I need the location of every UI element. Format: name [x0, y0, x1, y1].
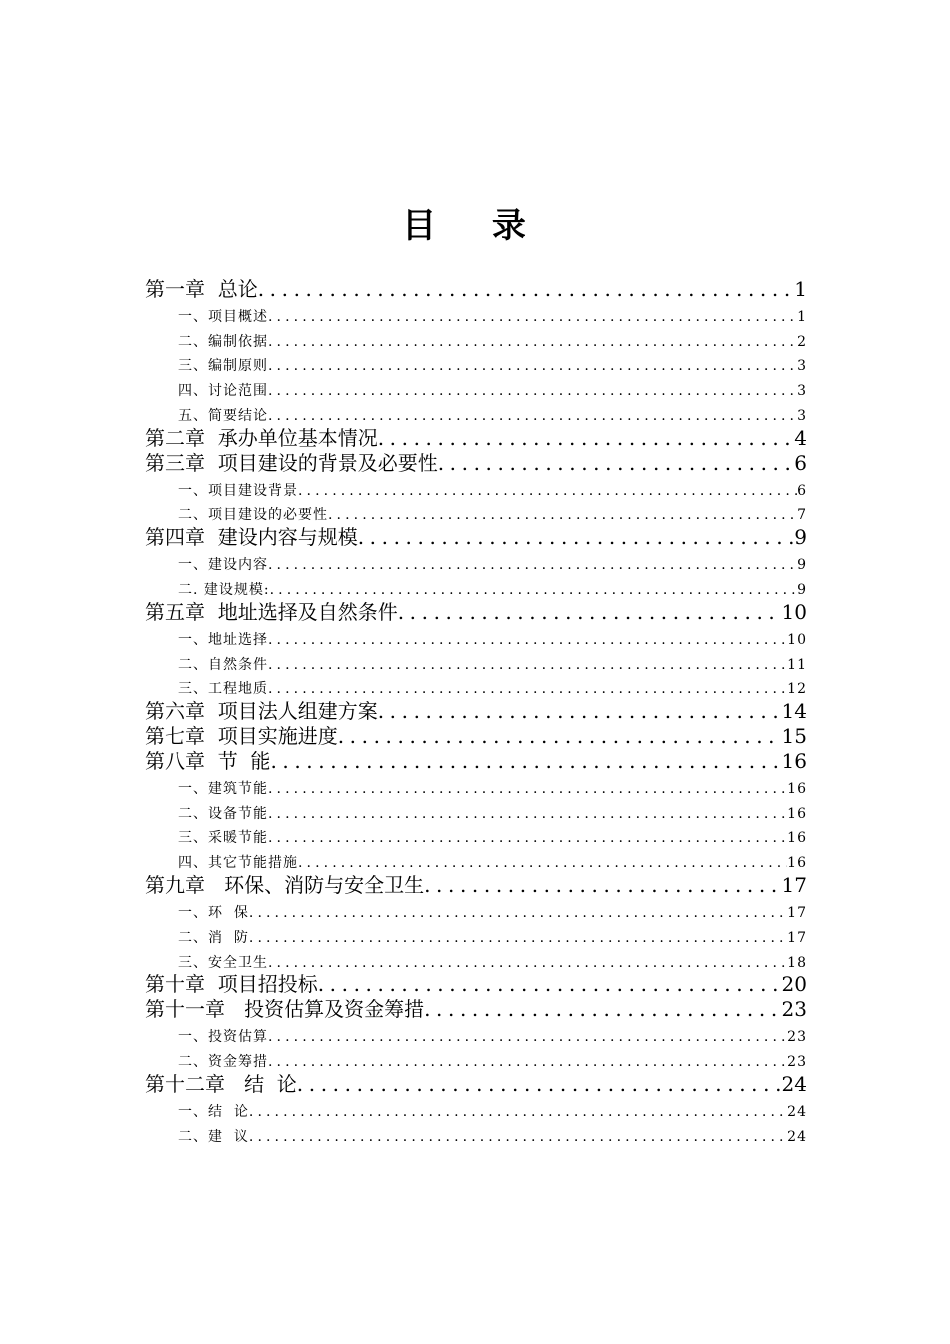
toc-chapter-entry[interactable]	[145, 425, 807, 450]
toc-entry-label: 第九章 环保、消防与安全卫生	[145, 873, 425, 898]
toc-section-entry[interactable]	[145, 674, 807, 699]
toc-dot-leader	[249, 904, 787, 922]
toc-dot-leader	[424, 997, 781, 1021]
toc-dot-leader	[268, 308, 797, 326]
toc-section-entry[interactable]	[145, 301, 807, 326]
toc-section-entry[interactable]	[145, 1046, 807, 1071]
toc-page-number: 24	[787, 1103, 807, 1120]
toc-section-entry[interactable]	[145, 649, 807, 674]
toc-dot-leader	[268, 407, 797, 425]
toc-page-number: 9	[794, 525, 807, 550]
toc-dot-leader	[268, 1053, 787, 1071]
toc-page-number: 23	[781, 997, 807, 1022]
toc-section-entry[interactable]	[145, 375, 807, 400]
toc-page-number: 6	[797, 482, 807, 499]
toc-page-number: 10	[781, 599, 807, 624]
toc-dot-leader	[438, 451, 795, 475]
toc-page-number: 1	[797, 308, 807, 325]
toc-section-entry[interactable]	[145, 1021, 807, 1046]
toc-dot-leader	[270, 749, 781, 773]
toc-page-number: 9	[797, 557, 807, 574]
toc-page-number: 11	[787, 656, 807, 673]
toc-entry-label: 四、讨论范围	[178, 383, 268, 400]
toc-page-number: 16	[787, 855, 807, 872]
table-of-contents	[145, 276, 807, 1146]
toc-dot-leader	[398, 600, 782, 624]
toc-dot-leader	[268, 954, 787, 972]
toc-page-number: 23	[787, 1029, 807, 1046]
toc-section-entry[interactable]	[145, 574, 807, 599]
toc-entry-label: 四、其它节能措施	[178, 855, 298, 872]
toc-dot-leader	[268, 1028, 787, 1046]
toc-section-entry[interactable]	[145, 773, 807, 798]
toc-entry-label: 三、采暖节能	[178, 830, 268, 847]
toc-page-number: 18	[787, 954, 807, 971]
toc-entry-label: 一、结 论	[178, 1103, 249, 1120]
toc-entry-label: 第二章 承办单位基本情况	[145, 425, 378, 450]
toc-dot-leader	[338, 724, 782, 748]
toc-page-number: 17	[787, 904, 807, 921]
toc-page-number: 16	[781, 748, 807, 773]
toc-section-entry[interactable]	[145, 1121, 807, 1146]
toc-page-number: 12	[787, 681, 807, 698]
toc-entry-label: 二、项目建设的必要性	[178, 507, 328, 524]
toc-dot-leader	[268, 780, 787, 798]
page-title: 目 录	[402, 206, 548, 246]
toc-entry-label: 一、地址选择	[178, 631, 268, 648]
toc-entry-label: 二、编制依据	[178, 333, 268, 350]
toc-entry-label: 第一章 总论	[145, 276, 258, 301]
toc-dot-leader	[268, 656, 787, 674]
toc-page-number: 7	[797, 507, 807, 524]
toc-page-number: 24	[787, 1128, 807, 1145]
toc-page-number: 16	[787, 830, 807, 847]
toc-entry-label: 第六章 项目法人组建方案	[145, 699, 378, 724]
toc-entry-label: 第十二章 结 论	[145, 1071, 297, 1096]
toc-page-number: 16	[787, 780, 807, 797]
toc-page-number: 3	[797, 383, 807, 400]
toc-section-entry[interactable]	[145, 624, 807, 649]
toc-entry-label: 二、消 防	[178, 929, 249, 946]
toc-entry-label: 一、投资估算	[178, 1029, 268, 1046]
toc-page-number: 14	[781, 699, 807, 724]
toc-page-number: 2	[797, 333, 807, 350]
toc-dot-leader	[328, 506, 797, 524]
toc-dot-leader	[268, 805, 787, 823]
toc-section-entry[interactable]	[145, 549, 807, 574]
toc-dot-leader	[249, 1103, 787, 1121]
toc-dot-leader	[270, 581, 797, 599]
toc-page-number: 1	[794, 276, 807, 301]
toc-chapter-entry[interactable]	[145, 972, 807, 997]
toc-dot-leader	[268, 829, 787, 847]
toc-dot-leader	[298, 482, 797, 500]
toc-entry-label: 第十章 项目招投标	[145, 972, 318, 997]
toc-chapter-entry[interactable]	[145, 450, 807, 475]
toc-page-number: 17	[787, 929, 807, 946]
toc-entry-label: 第五章 地址选择及自然条件	[145, 599, 398, 624]
toc-dot-leader	[258, 277, 795, 301]
toc-chapter-entry[interactable]	[145, 1071, 807, 1096]
toc-section-entry[interactable]	[145, 326, 807, 351]
toc-dot-leader	[424, 873, 781, 897]
toc-section-entry[interactable]	[145, 500, 807, 525]
toc-page-number: 15	[781, 724, 807, 749]
toc-chapter-entry[interactable]	[145, 996, 807, 1021]
toc-dot-leader	[249, 929, 787, 947]
toc-chapter-entry[interactable]	[145, 599, 807, 624]
toc-dot-leader	[378, 426, 795, 450]
toc-page-number: 6	[794, 450, 807, 475]
toc-entry-label: 一、项目概述	[178, 308, 268, 325]
toc-entry-label: 一、环 保	[178, 904, 249, 921]
toc-page-number: 16	[787, 805, 807, 822]
toc-entry-label: 第八章 节 能	[145, 748, 271, 773]
toc-chapter-entry[interactable]	[145, 698, 807, 723]
toc-entry-label: 二、自然条件	[178, 656, 268, 673]
toc-dot-leader	[268, 556, 797, 574]
toc-dot-leader	[268, 382, 797, 400]
toc-section-entry[interactable]	[145, 400, 807, 425]
toc-section-entry[interactable]	[145, 1096, 807, 1121]
toc-chapter-entry[interactable]	[145, 723, 807, 748]
toc-dot-leader	[268, 333, 797, 351]
toc-section-entry[interactable]	[145, 922, 807, 947]
toc-entry-label: 第十一章 投资估算及资金筹措	[145, 997, 425, 1022]
toc-entry-label: 三、安全卫生	[178, 954, 268, 971]
toc-section-entry[interactable]	[145, 798, 807, 823]
toc-chapter-entry[interactable]	[145, 748, 807, 773]
toc-dot-leader	[268, 357, 797, 375]
toc-section-entry[interactable]	[145, 947, 807, 972]
toc-entry-label: 二、设备节能	[178, 805, 268, 822]
toc-page-number: 24	[781, 1071, 807, 1096]
toc-section-entry[interactable]	[145, 897, 807, 922]
toc-dot-leader	[298, 854, 787, 872]
toc-entry-label: 一、建设内容	[178, 557, 268, 574]
toc-page-number: 20	[781, 972, 807, 997]
toc-section-entry[interactable]	[145, 475, 807, 500]
toc-entry-label: 一、项目建设背景	[178, 482, 298, 499]
toc-page-number: 10	[787, 631, 807, 648]
toc-page-number: 17	[781, 873, 807, 898]
toc-section-entry[interactable]	[145, 847, 807, 872]
toc-dot-leader	[249, 1128, 787, 1146]
toc-entry-label: 第四章 建设内容与规模	[145, 525, 358, 550]
toc-page-number: 4	[794, 425, 807, 450]
toc-page-number: 23	[787, 1054, 807, 1070]
toc-entry-label: 二、资金筹措	[178, 1054, 268, 1070]
toc-entry-label: 第三章 项目建设的背景及必要性	[145, 450, 438, 475]
toc-dot-leader	[297, 1072, 782, 1096]
toc-dot-leader	[318, 972, 782, 996]
toc-dot-leader	[268, 631, 787, 649]
toc-entry-label: 二. 建设规模:	[178, 581, 270, 598]
toc-chapter-entry[interactable]	[145, 524, 807, 549]
toc-chapter-entry[interactable]	[145, 276, 807, 301]
toc-dot-leader	[378, 699, 782, 723]
toc-entry-label: 第七章 项目实施进度	[145, 724, 338, 749]
toc-entry-label: 一、建筑节能	[178, 780, 268, 797]
toc-entry-label: 五、简要结论	[178, 408, 268, 425]
toc-dot-leader	[268, 680, 787, 698]
toc-page-number: 3	[797, 408, 807, 425]
toc-page-number: 3	[797, 358, 807, 375]
toc-section-entry[interactable]	[145, 823, 807, 848]
toc-entry-label: 二、建 议	[178, 1128, 249, 1145]
toc-page-number: 9	[797, 581, 807, 598]
toc-entry-label: 三、编制原则	[178, 358, 268, 375]
toc-entry-label: 三、工程地质	[178, 681, 268, 698]
toc-section-entry[interactable]	[145, 351, 807, 376]
toc-chapter-entry[interactable]	[145, 872, 807, 897]
toc-dot-leader	[358, 525, 795, 549]
